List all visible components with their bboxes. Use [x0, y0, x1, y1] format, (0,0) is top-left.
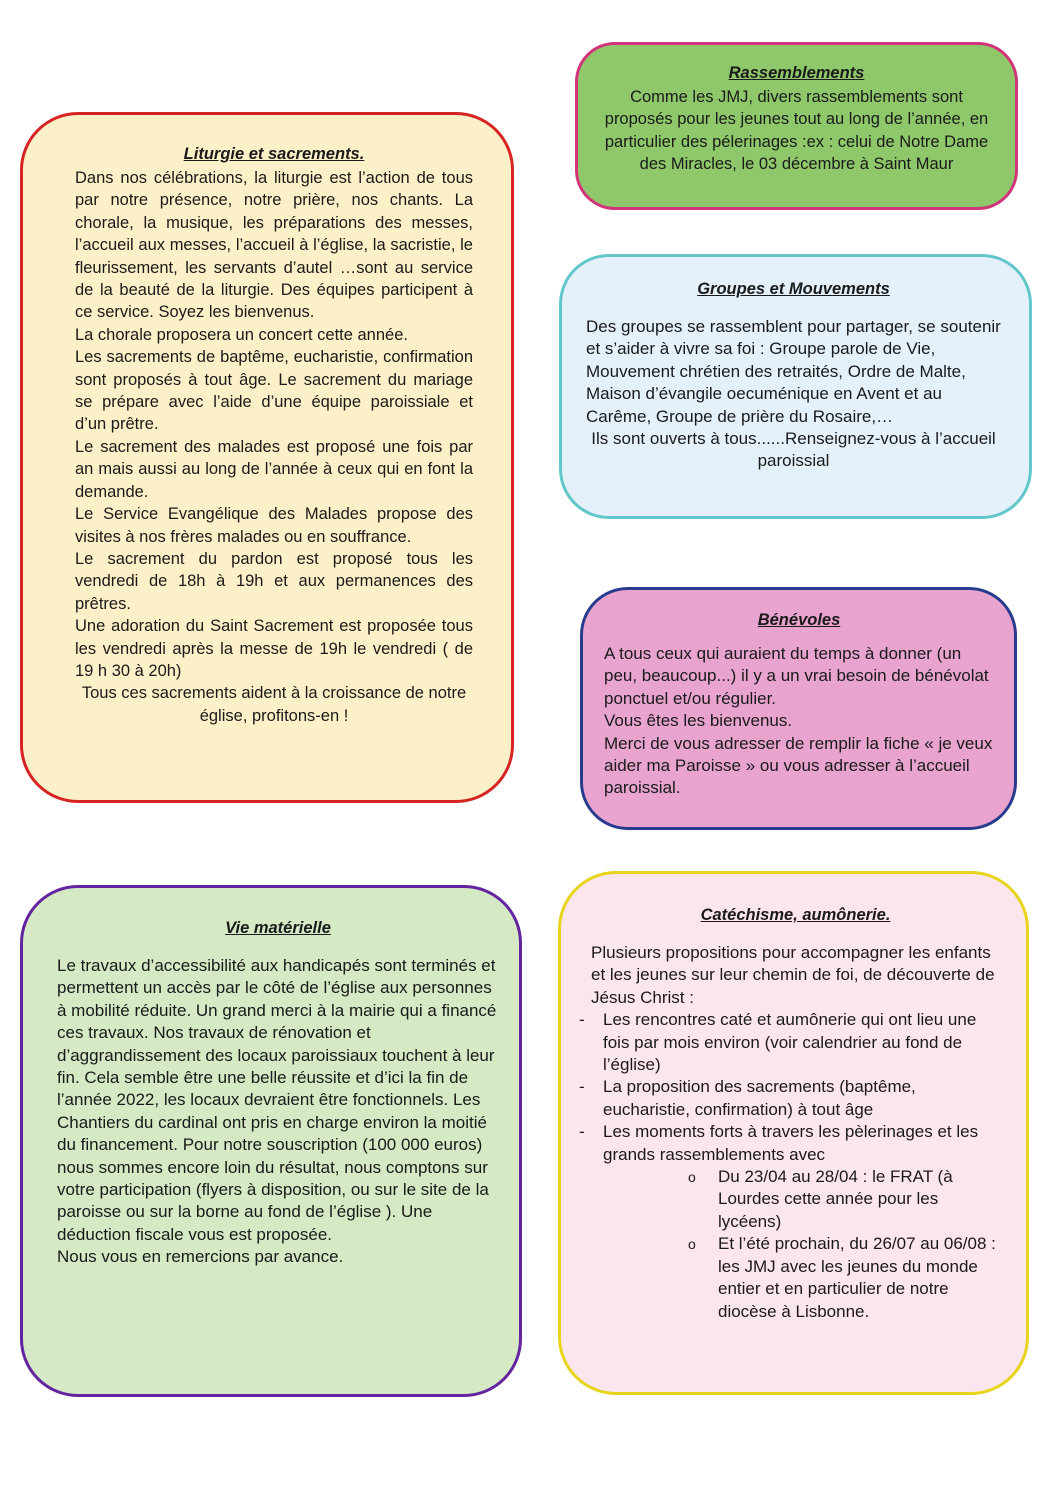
liturgie-paragraph: Le Service Evangélique des Malades propose des visites à nos frères malades ou en souffrance. [75, 505, 473, 546]
groupes-title: Groupes et Mouvements [697, 280, 890, 298]
liturgie-paragraph: La chorale proposera un concert cette année. [75, 325, 408, 344]
catechisme-title: Catéchisme, aumônerie. [700, 906, 891, 924]
catechisme-intro: Plusieurs propositions pour accompagner les enfants et les jeunes sur leur chemin de foi, de découverte de Jésus Christ : [591, 943, 995, 1007]
liturgie-paragraph: Dans nos célébrations, la liturgie est l’action de tous par notre présence, notre prière, nos chants. La chorale, la musique, les préparations des messes, l’accueil aux messes, l’accueil à l’église, la sacristie, le fleurissement, les servants d’autel …sont au service de la beauté de la liturgie. Des équipes participent à ce service. Soyez les bienvenus. [75, 169, 473, 322]
vie-materielle-box [20, 885, 522, 1397]
rassemblements-box [575, 42, 1018, 210]
groupes-closing: Ils sont ouverts à tous......Renseignez-vous à l’accueil paroissial [591, 429, 996, 471]
catechisme-list [591, 1009, 1000, 1166]
vie-materielle-paragraph: Nous vous en remercions par avance. [57, 1247, 344, 1267]
vie-materielle-paragraph: Le travaux d’accessibilité aux handicapés sont terminés et permettent un accès par le côté de l’église aux personnes à mobilité réduite. Un grand merci à la mairie qui a financé ces travaux. Nos travaux de rénovation et d’aggrandissement des locaux paroissiaux touchent à leur fin. Cela semble être une belle réussite et d’ici la fin de l’année 2022, les locaux devraient être fonctionnels. Les Chantiers du cardinal ont pris en charge environ la moitié du financement. Pour notre souscription (100 000 euros) nous sommes encore loin du résultat, nous comptons sur votre participation (flyers à disposition, ou sur le site de la paroisse ou sur la borne au fond de l’église ). Une déduction fiscale vous est proposée. [57, 956, 497, 1244]
benevoles-paragraph: Vous êtes les bienvenus. [604, 711, 793, 731]
groupes-text: Des groupes se rassemblent pour partager, se soutenir et s’aider à vivre sa foi : Groupe parole de Vie, Mouvement chrétien des retraités, Ordre de Malte, Maison d’évangile oecuménique en Avent et au Carême, Groupe de prière du Rosaire,… [586, 317, 1001, 426]
liturgie-box [20, 112, 514, 803]
vie-materielle-title: Vie matérielle [225, 919, 331, 937]
liturgie-closing: Tous ces sacrements aident à la croissance de notre église, profitons-en ! [81, 684, 467, 725]
benevoles-title: Bénévoles [757, 611, 841, 629]
benevoles-paragraph: Merci de vous adresser de remplir la fiche « je veux aider ma Paroisse » ou vous adresser à l’accueil paroissial. [604, 733, 993, 798]
catechisme-subitem: o Et l’été prochain, du 26/07 au 06/08 : les JMJ avec les jeunes du monde entier et en particulier de notre diocèse à Lisbonne. [718, 1233, 1000, 1323]
rassemblements-text: Comme les JMJ, divers rassemblements sont proposés pour les jeunes tout au long de l’année, en particulier des pélerinages :ex : celui de Notre Dame des Miracles, le 03 décembre à Saint Maur [604, 88, 989, 174]
catechisme-item: - Les rencontres caté et aumônerie qui ont lieu une fois par mois environ (voir calendrier au fond de l’église) [591, 1009, 1000, 1076]
groupes-box [559, 254, 1032, 519]
catechisme-item: - La proposition des sacrements (baptême, eucharistie, confirmation) à tout âge [591, 1076, 1000, 1121]
liturgie-paragraph: Le sacrement du pardon est proposé tous les vendredi de 18h à 19h et aux permanences des prêtres. [75, 549, 473, 613]
benevoles-paragraph: A tous ceux qui auraient du temps à donner (un peu, beaucoup...) il y a un vrai besoin de bénévolat ponctuel et/ou régulier. [604, 644, 989, 708]
benevoles-box [580, 587, 1017, 830]
liturgie-paragraph: Le sacrement des malades est proposé une fois par an mais aussi au long de l’année à ceux qui en font la demande. [75, 437, 473, 501]
liturgie-paragraph: Les sacrements de baptême, eucharistie, confirmation sont proposés à tout âge. Le sacrement du mariage se prépare avec l’aide d’une équipe paroissiale et d’un prêtre. [75, 348, 473, 434]
liturgie-paragraph: Une adoration du Saint Sacrement est proposée tous les vendredi après la messe de 19h le vendredi ( de 19 h 30 à 20h) [75, 617, 473, 680]
catechisme-item: - Les moments forts à travers les pèlerinages et les grands rassemblements avec [591, 1121, 1000, 1166]
catechisme-sublist [591, 1166, 1000, 1323]
catechisme-subitem: o Du 23/04 au 28/04 : le FRAT (à Lourdes cette année pour les lycéens) [718, 1166, 1000, 1233]
rassemblements-title: Rassemblements [728, 64, 865, 82]
catechisme-box [558, 871, 1029, 1395]
liturgie-title: Liturgie et sacrements. [183, 145, 365, 163]
